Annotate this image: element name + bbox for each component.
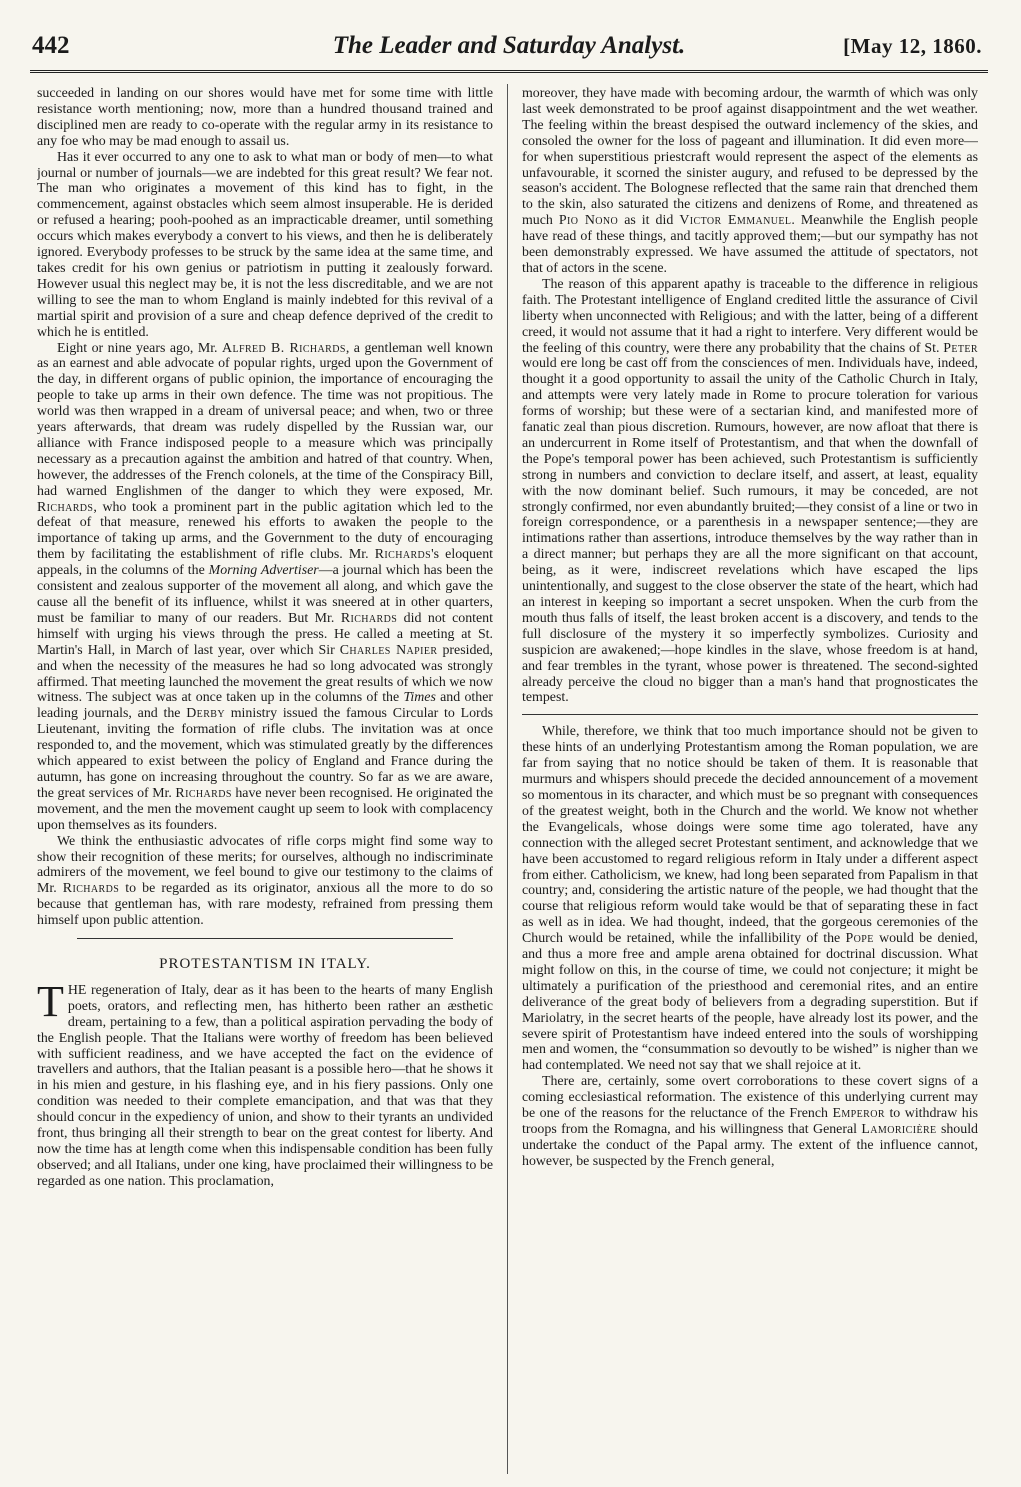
right-column [522, 86, 978, 1471]
paragraph: We think the enthusiastic advocates of rifle corps might find some way to show their recognition of these merits; for ourselves, although no indiscriminate admirers of the movement, we feel bound to give our testimony to the claims of Mr. Richards to be regarded as its originator, anxious all the more to do so because that gentleman has, with rare modesty, refrained from pressing them himself upon public attention. [37, 833, 493, 929]
header-rule [30, 70, 988, 75]
person-name: Derby [186, 706, 225, 722]
paragraph: succeeded in landing on our shores would have met for some time with little resistance worth mentioning; now, more than a hundred thousand trained and disciplined men are ready to co-operate with the regular army in its resistance to any foe who may be mad enough to assail us. [37, 86, 493, 149]
person-name: Emperor [832, 1106, 885, 1122]
paragraph: moreover, they have made with becoming ardour, the warmth of which was only last week demonstrated to be proof against disappointment and the wet weather. The feeling within the breast despised the outward inclemency of the skies, and consoled the owner for the loss of pageant and illumination. It did even more—for when superstitious priestcraft would represent the aspect of the elements as unfavourable, it scorned the sinister augury, and refused to be depressed by the season's accident. The Bolognese reflected that the same rain that drenched them to the skin, also saturated the citizens and denizens of Rome, and threatened as much Pio Nono as it did Victor Emmanuel. Meanwhile the English people have read of these things, and tacitly approved them;—but our sympathy has not been demonstrably expressed. We have assumed the attitude of spectators, not that of actors in the scene. [522, 86, 978, 276]
person-name: Richards [62, 881, 120, 897]
section-heading: PROTESTANTISM IN ITALY. [159, 956, 371, 973]
column-divider [507, 84, 508, 1474]
newspaper-name: Times [403, 690, 436, 706]
page-number: 442 [32, 32, 70, 59]
left-column [37, 86, 493, 1471]
issue-date: [May 12, 1860. [843, 34, 982, 58]
drop-cap: T [37, 976, 64, 1026]
person-name: Pope [845, 931, 874, 947]
running-title: The Leader and Saturday Analyst. [332, 32, 686, 59]
section-rule [522, 714, 978, 715]
paragraph: THE regeneration of Italy, dear as it has been to the hearts of many English poets, orators, and reflecting men, has hitherto been rather an æsthetic dream, pertaining to a few, than a political aspiration pervading the body of the English people. That the Italians were worthy of freedom has been believed with sufficient readiness, and we have accepted the fact on the evidence of travellers and authors, that the Italian peasant is a possible hero—that he shows it in his mien and gesture, in his flashing eye, and in his fiery passions. Only one condition was needed to their complete emancipation, and that was that they should concur in the expediency of union, and show to their tyrants an undivided front, thus bringing all their strength to bear on the great contest for liberty. And now the time has at length come when this indispensable condition has been fully observed; and all Italians, under one king, have proclaimed their willingness to be regarded as one nation. This proclamation, [37, 976, 493, 1189]
section-rule [77, 938, 453, 939]
person-name: Richards [340, 610, 398, 626]
paragraph: The reason of this apparent apathy is traceable to the difference in religious faith. The Protestant intelligence of England credited little the assurance of Civil liberty when unconnected with Religious; and with the latter, being of a different creed, it would not assume that it had a right to interfere. Very different would be the feeling of this country, were there any probability that the chains of St. Peter would ere long be cast off from the consciences of men. Individuals have, indeed, thought it a good opportunity to assail the unity of the Catholic Church in Italy, and attempts were very lately made in Rome to procure toleration for various forms of worship; but these were of a sectarian kind, and manifested more of fanatic zeal than pious discretion. Rumours, however, are now afloat that there is an undercurrent in Rome itself of Protestantism, and that when the downfall of the Pope's temporal power has been achieved, such Protestantism is sufficiently strong in numbers and conviction to declare itself, and assert, at least, equality with the now dominant belief. Such rumours, it may be conceded, are not strongly confirmed, nor even abundantly bruited;—they consist of a line or two in foreign correspondence, or a parenthesis in a newspaper sentence;—they are intimations rather than assertions, introduce themselves by the way rather than in a direct manner; but perhaps they are all the more significant on that account, being, as it were, indiscreet revelations which have escaped the lips unintentionally, and suggest to the close observer the state of the heart, which had an interest in keeping so important a secret unspoken. When the curb from the mouth thus falls of itself, the least broken accent is a discovery, and tends to the full disclosure of the mystery it so imperfectly symbolizes. Curiosity and suspicion are awakened;—hope kindles in the slave, whose freedom is at hand, and fear trembles in the tyrant, whose power is threatened. The second-sighted already perceive the cloud no bigger than a man's hand that prognosticates the tempest. [522, 276, 978, 706]
newspaper-name: Morning Advertiser [208, 563, 319, 579]
person-name: Alfred B. Richards [222, 340, 346, 356]
person-name: Richards [37, 499, 94, 515]
person-name: Peter [943, 340, 978, 356]
person-name: Richards [175, 785, 232, 801]
paragraph: Eight or nine years ago, Mr. Alfred B. Richards, a gentleman well known as an earnest and able advocate of popular rights, urged upon the Government of the day, in different organs of public opinion, the importance of encouraging the people to take up arms in their own defence. The time was not propitious. The world was then wrapped in a dream of universal peace; and when, two or three years afterwards, that dream was rudely dispelled by the Russian war, our alliance with France indisposed people to a measure which was principally necessary as a precaution against the ambition and hatred of that country. When, however, the addresses of the French colonels, at the time of the Conspiracy Bill, had warned Englishmen of the danger to which they were exposed, Mr. Richards, who took a prominent part in the public agitation which led to the defeat of that measure, renewed his efforts to awaken the people to the importance of taking up arms, and the Government to the duty of encouraging them by facilitating the establishment of rifle clubs. Mr. Richards's eloquent appeals, in the columns of the Morning Advertiser—a journal which has been the consistent and zealous supporter of the movement all along, and which gave the cause all the benefit of its influence, whilst it was sneered at in other quarters, must be familiar to many of our readers. But Mr. Richards did not content himself with urging his views through the press. He called a meeting at St. Martin's Hall, in March of last year, over which Sir Charles Napier presided, and when the necessity of the measures he had so long advocated was strongly affirmed. That meeting launched the movement the great results of which we now witness. The subject was at once taken up in the columns of the Times and other leading journals, and the Derby ministry issued the famous Circular to Lords Lieutenant, inviting the formation of rifle clubs. The invitation was at once responded to, and the movement, which was stimulated greatly by the differences which appeared to exist between the policy of England and France during the autumn, has gone on increasing throughout the country. So far as we are aware, the great services of Mr. Richards have never been recognised. He originated the movement, and the men the movement caught up seem to look with complacency upon themselves as its founders. [37, 340, 493, 833]
person-name: Lamoricière [861, 1122, 937, 1137]
paragraph: While, therefore, we think that too much importance should not be given to these hints of an underlying Protestantism among the Roman population, we are far from saying that no notice should be taken of them. It is reasonable that murmurs and whispers should precede the decided announcement of a movement so momentous in its character, and which must be so pregnant with consequences of the greatest weight, both in the Church and the world. We know not whether the Evangelicals, whose doings were some time ago tolerated, have any connection with the alleged secret Protestant sentiment, and acknowledge that we have been accustomed to regard religious reform in Italy under a different aspect from either. Catholicism, we knew, had long been separated from Papalism in that country; and, considering the artistic nature of the people, we had thought that the course that religious reform would take would be that of separating these in fact as well as in idea. We had thought, indeed, that the gorgeous ceremonies of the Church would be retained, while the infallibility of the Pope would be denied, and thus a more free and ample arena obtained for doctrinal discussion. What might follow on this, in the course of time, we could not conjecture; it might be ultimately a purification of the priesthood and ceremonial rites, and an entire deliverance of the great body of believers from a degrading superstition. But if Mariolatry, in the secret hearts of the people, have already lost its power, and the severe spirit of Protestantism have indeed entered into the souls of worshipping men and women, the “consummation so devoutly to be wished” is nigher than we had contemplated. We need not say that we shall rejoice at it. [522, 724, 978, 1074]
page-header [30, 30, 988, 66]
paragraph: There are, certainly, some overt corroborations to these covert signs of a coming ecclesiastical reformation. The existence of this underlying current may be one of the reasons for the reluctance of the French Emperor to withdraw his troops from the Romagna, and his willingness that General Lamoricière should undertake the conduct of the Papal army. The extent of the influence cannot, however, be suspected by the French general, [522, 1074, 978, 1169]
person-name: Richards [374, 547, 432, 563]
paragraph: Has it ever occurred to any one to ask to what man or body of men—to what journal or number of journals—we are indebted for this great result? We fear not. The man who originates a movement of this kind has to fight, in the commencement, against obstacles which seem almost insuperable. He is derided or refused a hearing; pooh-poohed as an impracticable dreamer, until something occurs which makes everybody a convert to his views, and then he is deliberately ignored. Everybody professes to be struck by the same idea at the same time, and takes credit for his own genius or patriotism in putting it zealously forward. However usual this neglect may be, it is not the less discreditable, and we are not willing to see the man to whom England is mainly indebted for this revival of a martial spirit and provision of a sure and cheap defence deprived of the credit to which he is entitled. [37, 149, 493, 340]
person-name: Charles Napier [339, 642, 438, 658]
person-name: Pio Nono [558, 213, 619, 229]
person-name: Victor Emmanuel [679, 213, 792, 229]
